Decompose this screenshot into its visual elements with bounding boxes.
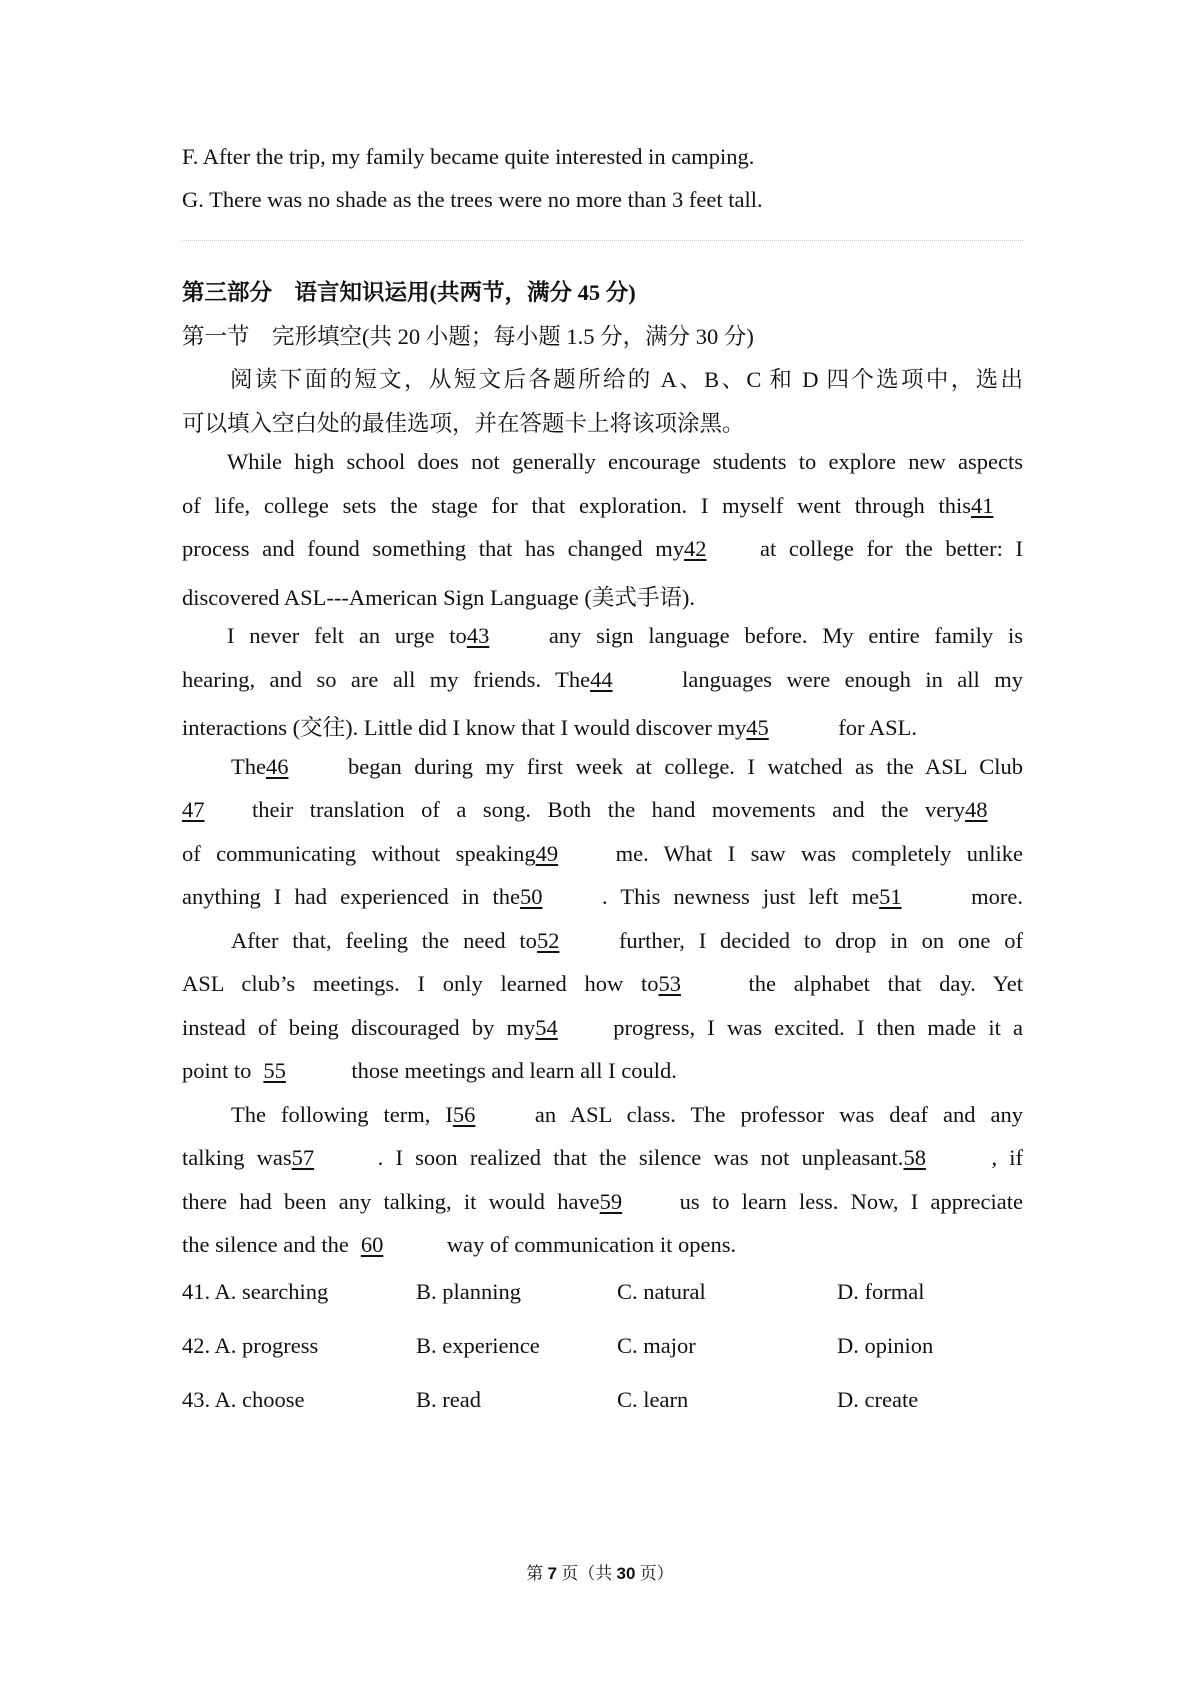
passage-line: After that, feeling the need to52 further, I decided to drop in on one of <box>231 928 1023 953</box>
blank-45: 45 <box>746 715 769 740</box>
blank-42: 42 <box>684 536 707 561</box>
question-41-option-b: B. planning <box>416 1279 521 1304</box>
question-42-option-d: D. opinion <box>837 1333 934 1358</box>
section-title: 第一节 完形填空(共 20 小题；每小题 1.5 分，满分 30 分) <box>182 324 754 349</box>
blank-52: 52 <box>536 928 560 953</box>
blank-57: 57 <box>291 1145 315 1170</box>
passage-line: interactions (交往). Little did I know that I would discover my45 for ASL. <box>182 715 918 740</box>
passage-line: While high school does not generally encourage students to explore new aspects <box>227 449 1023 474</box>
instructions-line: 阅读下面的短文，从短文后各题所给的 A、B、C 和 D 四个选项中，选出 <box>230 367 1023 392</box>
blank-46: 46 <box>265 754 289 779</box>
question-42-option-a: 42. A. progress <box>182 1333 319 1358</box>
passage-line: instead of being discouraged by my54 progress, I was excited. I then made it a <box>182 1015 1023 1040</box>
part-title: 第三部分 语言知识运用(共两节，满分 45 分) <box>182 280 636 305</box>
question-41-option-d: D. formal <box>837 1279 925 1304</box>
page-total: 30 <box>616 1564 636 1583</box>
passage-line: The following term, I56 an ASL class. The professor was deaf and any <box>231 1102 1023 1127</box>
option-g: G. There was no shade as the trees were no more than 3 feet tall. <box>182 187 763 212</box>
question-41-option-c: C. natural <box>617 1279 706 1304</box>
passage-line: there had been any talking, it would have59 us to learn less. Now, I appreciate <box>182 1189 1023 1214</box>
passage-line: I never felt an urge to43 any sign language before. My entire family is <box>227 623 1023 648</box>
question-43-option-c: C. learn <box>617 1387 689 1412</box>
passage-line: talking was57 . I soon realized that the silence was not unpleasant.58 , if <box>182 1145 1023 1170</box>
passage-line: The46 began during my first week at college. I watched as the ASL Club <box>231 754 1023 779</box>
blank-56: 56 <box>452 1102 476 1127</box>
blank-43: 43 <box>466 623 490 648</box>
passage-line: of communicating without speaking49 me. What I saw was completely unlike <box>182 841 1023 866</box>
passage-line: the silence and the 60 way of communication it opens. <box>182 1232 737 1257</box>
passage-line: process and found something that has changed my42 at college for the better: I <box>182 536 1023 561</box>
question-42-option-c: C. major <box>617 1333 696 1358</box>
passage-line: anything I had experienced in the50 . This newness just left me51 more. <box>182 884 1023 909</box>
passage-line: of life, college sets the stage for that exploration. I myself went through this41 <box>182 493 1023 519</box>
passage-line: discovered ASL---American Sign Language (美式手语). <box>182 585 695 610</box>
question-42-option-b: B. experience <box>416 1333 540 1358</box>
question-43-option-d: D. create <box>837 1387 919 1412</box>
blank-50: 50 <box>520 884 543 909</box>
question-41-option-a: 41. A. searching <box>182 1279 329 1304</box>
passage-line: 47 their translation of a song. Both the hand movements and the very48 <box>182 797 1023 823</box>
blank-48: 48 <box>965 797 988 822</box>
blank-53: 53 <box>658 971 681 996</box>
option-f: F. After the trip, my family became quite interested in camping. <box>182 144 755 169</box>
blank-59: 59 <box>599 1189 623 1214</box>
page-footer: 第 7 页（共 30 页） <box>526 1564 674 1583</box>
blank-58: 58 <box>903 1145 926 1170</box>
instructions-line: 可以填入空白处的最佳选项，并在答题卡上将该项涂黑。 <box>182 411 745 436</box>
blank-60: 60 <box>360 1232 384 1257</box>
passage-line: point to 55 those meetings and learn all I could. <box>182 1058 677 1083</box>
question-43-option-a: 43. A. choose <box>182 1387 305 1412</box>
question-43-option-b: B. read <box>416 1387 481 1412</box>
blank-49: 49 <box>535 841 559 866</box>
blank-41: 41 <box>971 493 994 518</box>
blank-44: 44 <box>590 667 613 692</box>
passage-line: ASL club’s meetings. I only learned how to53 the alphabet that day. Yet <box>182 971 1023 996</box>
page-number: 7 <box>547 1564 558 1583</box>
blank-55: 55 <box>263 1058 286 1083</box>
blank-47: 47 <box>182 797 205 822</box>
section-divider <box>182 240 1023 241</box>
blank-51: 51 <box>879 884 902 909</box>
blank-54: 54 <box>535 1015 558 1040</box>
passage-line: hearing, and so are all my friends. The44 languages were enough in all my <box>182 667 1023 692</box>
